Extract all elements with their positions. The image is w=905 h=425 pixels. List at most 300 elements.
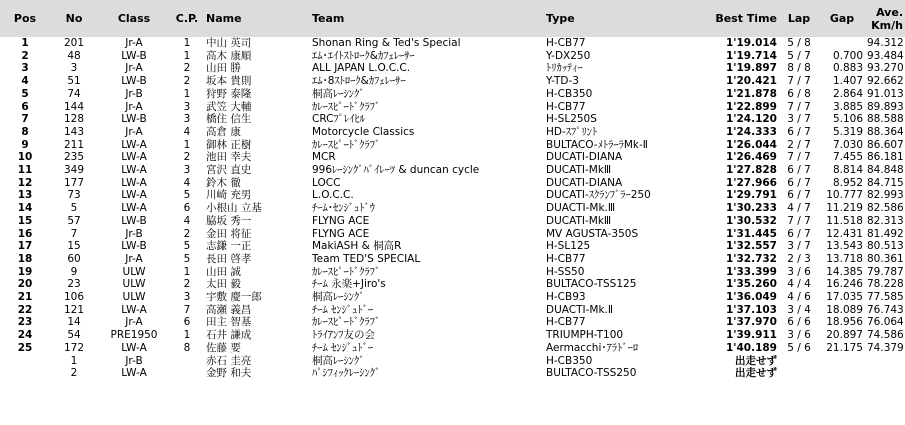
cell-cp: 1 <box>183 265 191 278</box>
cell-no: 1 <box>70 354 78 367</box>
cell-cp: 1 <box>183 87 191 100</box>
cell-ave: 94.312 <box>867 37 904 49</box>
cell-type: H-SL125 <box>546 240 591 253</box>
cell-cp: 3 <box>183 100 191 113</box>
table-row <box>0 202 905 215</box>
cell-best-time: 1'29.791 <box>725 189 777 202</box>
cell-ave: 81.492 <box>867 227 904 240</box>
cell-type: TRIUMPH-T100 <box>546 329 624 342</box>
cell-pos: 6 <box>21 100 29 113</box>
cell-lap: 6 / 7 <box>787 189 811 202</box>
cell-no: 201 <box>63 37 85 49</box>
cell-type: DUACTI-Mk.Ⅲ <box>546 202 616 215</box>
cell-best-time: 1'27.828 <box>725 164 777 177</box>
cell-type: H-CB93 <box>546 291 586 304</box>
cell-best-time: 1'32.732 <box>725 252 777 265</box>
cell-no: 60 <box>67 252 81 265</box>
cell-class: Jr-A <box>125 37 143 49</box>
cell-class: Jr-A <box>125 100 143 113</box>
ave-unit: Km/h <box>871 18 903 32</box>
cell-gap: 5.106 <box>832 113 863 126</box>
cell-pos: 9 <box>21 138 29 151</box>
cell-best-time: 1'32.557 <box>725 240 777 253</box>
cell-type: H-CB77 <box>546 252 586 265</box>
cell-type: BULTACO-TSS250 <box>546 367 637 380</box>
cell-gap: 16.246 <box>826 278 863 291</box>
cell-best-time: 1'20.421 <box>725 75 777 88</box>
cell-best-time: 1'39.911 <box>725 329 777 342</box>
cell-type: H-CB350 <box>546 87 593 100</box>
cell-type: H-CB77 <box>546 316 586 329</box>
cell-best-time: 1'37.970 <box>725 316 777 329</box>
cell-name: 中山 英司 <box>206 37 252 49</box>
cell-gap: 10.777 <box>826 189 863 202</box>
table-row <box>0 240 905 253</box>
cell-lap: 7 / 7 <box>787 214 811 227</box>
cell-pos: 22 <box>17 303 33 316</box>
cell-name: 山田 勝 <box>206 62 241 75</box>
cell-best-time: 1'27.966 <box>725 176 777 189</box>
cell-gap <box>819 355 865 368</box>
cell-no: 57 <box>67 214 81 227</box>
cell-lap: 8 / 8 <box>787 62 811 75</box>
cell-type: ﾄﾘｶｯﾃｨｰ <box>546 62 583 75</box>
cell-team: Motorcycle Classics <box>312 125 415 138</box>
cell-cp: 3 <box>183 113 191 126</box>
cell-class: LW-A <box>121 151 147 164</box>
table-row <box>0 50 905 63</box>
cell-gap: 0.883 <box>832 62 863 75</box>
cell-gap <box>819 367 865 380</box>
cell-best-time: 1'24.333 <box>725 125 777 138</box>
cell-class: LW-B <box>121 49 147 62</box>
cell-pos: 1 <box>21 37 29 49</box>
cell-team: ｶﾚｰｽﾋﾟｰﾄﾞｸﾗﾌﾞ <box>312 265 381 278</box>
cell-no: 349 <box>63 164 85 177</box>
cell-type: HD-ｽﾌﾟﾘﾝﾄ <box>546 125 598 138</box>
cell-type: BULTACO-ﾒﾄﾗｰﾗMk-Ⅱ <box>546 138 648 151</box>
cell-gap: 5.319 <box>832 125 863 138</box>
cell-cp: 2 <box>183 278 191 291</box>
cell-ave: 77.585 <box>867 291 904 304</box>
cell-class: LW-A <box>121 367 147 380</box>
cell-team: L.O.C.C. <box>312 189 354 202</box>
cell-type: DUCATI-DIANA <box>546 176 623 189</box>
cell-gap: 0.700 <box>832 49 863 62</box>
cell-ave: 84.848 <box>867 164 904 177</box>
cell-pos: 19 <box>17 265 33 278</box>
cell-ave: 86.181 <box>867 151 904 164</box>
cell-pos: 3 <box>21 62 29 75</box>
cell-name: 長田 啓孝 <box>206 252 252 265</box>
cell-ave: 74.379 <box>867 341 904 354</box>
cell-lap: 3 / 7 <box>787 240 811 253</box>
cell-team: 996ﾚｰｼﾝｸﾞﾊﾟｲﾚｰﾂ & duncan cycle <box>312 164 480 177</box>
cell-name: 志鎌 一正 <box>206 240 252 253</box>
cell-pos: 8 <box>21 125 29 138</box>
cell-gap: 8.952 <box>832 176 863 189</box>
cell-name: 池田 幸夫 <box>206 151 252 164</box>
cell-lap: 4 / 6 <box>787 291 811 304</box>
cell-name: 坂本 貴則 <box>206 75 252 88</box>
cell-class: Jr-A <box>125 62 143 75</box>
cell-pos <box>0 367 50 380</box>
cell-cp: 1 <box>183 329 191 342</box>
cell-best-time: 1'19.897 <box>725 62 777 75</box>
cell-best-time: 出走せず <box>735 354 777 367</box>
cell-lap: 2 / 3 <box>787 252 811 265</box>
cell-lap: 4 / 7 <box>787 202 811 215</box>
cell-cp: 1 <box>183 138 191 151</box>
cell-team: CRCﾌﾟﾚｲﾋﾙ <box>312 113 365 126</box>
table-row <box>0 101 905 114</box>
cell-lap: 5 / 6 <box>787 341 811 354</box>
cell-no: 3 <box>70 62 78 75</box>
col-header-cp: C.P. <box>170 0 204 37</box>
cell-name: 武笠 大輔 <box>206 100 252 113</box>
cell-name: 佐藤 要 <box>206 341 241 354</box>
cell-name: 太田 毅 <box>206 278 241 291</box>
cell-no: 9 <box>70 265 78 278</box>
cell-no: 235 <box>63 151 85 164</box>
cell-pos: 20 <box>17 278 33 291</box>
table-row <box>0 329 905 342</box>
table-row <box>0 189 905 202</box>
cell-name: 脇坂 秀一 <box>206 214 252 227</box>
cell-lap: 7 / 7 <box>787 100 811 113</box>
cell-type: DUCATI-ｽｸﾗﾝﾌﾞﾗｰ250 <box>546 189 651 202</box>
col-header-name: Name <box>204 0 310 37</box>
cell-no: 48 <box>67 49 81 62</box>
cell-cp: 4 <box>183 214 191 227</box>
cell-class: LW-A <box>121 303 147 316</box>
table-row <box>0 278 905 291</box>
cell-class: Jr-B <box>125 87 143 100</box>
cell-best-time: 1'19.714 <box>725 49 777 62</box>
cell-team: ALL JAPAN L.O.C.C. <box>312 62 411 75</box>
table-row <box>0 228 905 241</box>
cell-gap <box>819 37 865 50</box>
cell-best-time: 1'22.899 <box>725 100 777 113</box>
table-row <box>0 139 905 152</box>
cell-lap: 3 / 6 <box>787 329 811 342</box>
cell-no: 73 <box>67 189 81 202</box>
cell-best-time: 1'21.878 <box>725 87 777 100</box>
col-header-type: Type <box>544 0 694 37</box>
cell-pos: 11 <box>17 164 33 177</box>
cell-name: 御林 正樹 <box>206 138 252 151</box>
cell-name: 金田 将征 <box>206 227 252 240</box>
cell-lap <box>779 355 819 368</box>
cell-class: LW-A <box>121 176 147 189</box>
cell-ave: 91.013 <box>867 87 904 100</box>
cell-name: 赤石 圭亮 <box>206 354 252 367</box>
cell-best-time: 1'35.260 <box>725 278 777 291</box>
cell-team: FLYNG ACE <box>312 227 370 240</box>
cell-cp: 5 <box>183 240 191 253</box>
table-row <box>0 291 905 304</box>
cell-cp: 2 <box>183 227 191 240</box>
cell-gap: 11.219 <box>826 202 863 215</box>
cell-name: 鈴木 徹 <box>206 176 241 189</box>
cell-no: 2 <box>70 367 78 380</box>
cell-best-time: 1'40.189 <box>725 341 777 354</box>
cell-pos: 5 <box>21 87 29 100</box>
cell-team: ﾄﾗｲｱﾝﾌ友の会 <box>312 329 375 342</box>
cell-no: 54 <box>67 329 81 342</box>
cell-ave: 93.484 <box>867 49 904 62</box>
cell-no: 177 <box>63 176 85 189</box>
cell-ave: 93.270 <box>867 62 904 75</box>
cell-team: ｴﾑ･8ｽﾄﾛｰｸ&ｶﾌｪﾚｰｻｰ <box>312 75 406 88</box>
col-header-lap: Lap <box>779 0 819 37</box>
cell-lap: 7 / 7 <box>787 151 811 164</box>
table-row <box>0 151 905 164</box>
cell-lap: 3 / 4 <box>787 303 811 316</box>
cell-name: 宇敷 慶一郎 <box>206 291 262 304</box>
cell-type: H-CB77 <box>546 100 586 113</box>
table-row <box>0 62 905 75</box>
header-row <box>0 0 905 37</box>
cell-type: DUCATI-MkⅢ <box>546 214 612 227</box>
cell-cp: 1 <box>183 49 191 62</box>
cell-class: LW-A <box>121 138 147 151</box>
cell-gap: 20.897 <box>826 329 863 342</box>
cell-type: Aermacchi･ｱﾗﾄﾞｰﾛ <box>546 341 639 354</box>
cell-type: H-CB350 <box>546 354 593 367</box>
cell-best-time: 1'26.044 <box>725 138 777 151</box>
cell-lap: 6 / 6 <box>787 316 811 329</box>
cell-class: Jr-A <box>125 252 143 265</box>
cell-team: ﾁｰﾑ･ｾﾝｼﾞｭﾄﾞｳ <box>312 202 375 215</box>
cell-no: 172 <box>63 341 85 354</box>
cell-ave: 88.588 <box>867 113 904 126</box>
cell-lap: 6 / 7 <box>787 176 811 189</box>
table-row <box>0 164 905 177</box>
cell-team: 桐高ﾚｰｼﾝｸﾞ <box>312 87 365 100</box>
cell-pos: 2 <box>21 49 29 62</box>
cell-best-time: 1'36.049 <box>725 291 777 304</box>
cell-ave: 76.743 <box>867 303 904 316</box>
cell-ave <box>865 367 905 380</box>
cell-team: Shonan Ring & Ted's Special <box>312 37 461 49</box>
cell-lap: 7 / 7 <box>787 75 811 88</box>
cell-type: H-SS50 <box>546 265 585 278</box>
cell-pos: 4 <box>21 75 29 88</box>
table-row <box>0 215 905 228</box>
table-row <box>0 113 905 126</box>
cell-name: 金野 和夫 <box>206 367 252 380</box>
cell-no: 14 <box>67 316 81 329</box>
cell-type: Y-DX250 <box>546 49 591 62</box>
cell-ave: 78.228 <box>867 278 904 291</box>
cell-gap: 18.956 <box>826 316 863 329</box>
cell-ave <box>865 355 905 368</box>
cell-ave: 89.893 <box>867 100 904 113</box>
col-header-gap: Gap <box>819 0 865 37</box>
cell-ave: 92.662 <box>867 75 904 88</box>
cell-pos: 15 <box>17 214 33 227</box>
results-body <box>0 37 905 380</box>
cell-best-time: 1'30.532 <box>725 214 777 227</box>
cell-lap: 6 / 7 <box>787 164 811 177</box>
cell-lap <box>779 367 819 380</box>
cell-best-time: 1'19.014 <box>725 37 777 49</box>
cell-gap: 7.030 <box>832 138 863 151</box>
cell-no: 5 <box>70 202 78 215</box>
cell-pos: 13 <box>17 189 33 202</box>
cell-name: 橋住 信生 <box>206 113 252 126</box>
cell-type: DUACTI-Mk.Ⅱ <box>546 303 614 316</box>
cell-type: H-CB77 <box>546 37 586 49</box>
cell-ave: 88.364 <box>867 125 904 138</box>
cell-cp: 6 <box>183 316 191 329</box>
table-row <box>0 253 905 266</box>
cell-gap: 2.864 <box>832 87 863 100</box>
cell-ave: 80.361 <box>867 252 904 265</box>
cell-type: DUCATI-DIANA <box>546 151 623 164</box>
cell-best-time: 出走せず <box>735 367 777 380</box>
cell-team: ｴﾑ･ｴｲﾄｽﾄﾛｰｸ&ｶﾌｪﾚｰｻｰ <box>312 49 415 62</box>
cell-type: DUCATI-MkⅢ <box>546 164 612 177</box>
cell-lap: 6 / 7 <box>787 125 811 138</box>
cell-class: LW-B <box>121 214 147 227</box>
cell-cp <box>170 355 204 368</box>
cell-best-time: 1'33.399 <box>725 265 777 278</box>
cell-type: H-SL250S <box>546 113 597 126</box>
cell-gap: 11.518 <box>826 214 863 227</box>
cell-gap: 12.431 <box>826 227 863 240</box>
cell-pos: 25 <box>17 341 33 354</box>
cell-name: 宮沢 直史 <box>206 164 252 177</box>
cell-pos <box>0 355 50 368</box>
cell-team: 桐高ﾚｰｼﾝｸﾞ <box>312 291 365 304</box>
cell-lap: 6 / 7 <box>787 227 811 240</box>
cell-cp: 8 <box>183 341 191 354</box>
cell-ave: 86.607 <box>867 138 904 151</box>
cell-cp: 4 <box>183 125 191 138</box>
cell-no: 106 <box>63 291 85 304</box>
cell-ave: 82.993 <box>867 189 904 202</box>
cell-team: ﾊﾟｼﾌｨｯｸﾚｰｼﾝｸﾞ <box>312 367 381 380</box>
cell-cp: 5 <box>183 252 191 265</box>
cell-name: 川崎 充男 <box>206 189 252 202</box>
cell-class: Jr-A <box>125 125 143 138</box>
cell-team: ﾁｰﾑ ｾﾝｼﾞｭﾄﾞｰ <box>312 303 374 316</box>
cell-gap: 7.455 <box>832 151 863 164</box>
cell-lap: 4 / 4 <box>787 278 811 291</box>
cell-lap: 5 / 7 <box>787 49 811 62</box>
cell-pos: 7 <box>21 113 29 126</box>
cell-cp: 3 <box>183 291 191 304</box>
cell-team: ｶﾚｰｽﾋﾟｰﾄﾞｸﾗﾌﾞ <box>312 138 381 151</box>
cell-gap: 1.407 <box>832 75 863 88</box>
cell-gap: 8.814 <box>832 164 863 177</box>
cell-name: 高倉 康 <box>206 125 241 138</box>
cell-best-time: 1'37.103 <box>725 303 777 316</box>
cell-gap: 13.718 <box>826 252 863 265</box>
cell-team: 桐高ﾚｰｼﾝｸﾞ <box>312 354 365 367</box>
table-row <box>0 266 905 279</box>
col-header-ave <box>865 0 905 37</box>
cell-team: MCR <box>312 151 336 164</box>
cell-team: ｶﾚｰｽﾋﾟｰﾄﾞｸﾗﾌﾞ <box>312 100 381 113</box>
col-header-no: No <box>50 0 98 37</box>
cell-name: 小根山 立基 <box>206 202 262 215</box>
table-row <box>0 75 905 88</box>
cell-type: BULTACO-TSS125 <box>546 278 637 291</box>
cell-gap: 14.385 <box>826 265 863 278</box>
cell-pos: 24 <box>17 329 33 342</box>
cell-type: MV AGUSTA-350S <box>546 227 639 240</box>
table-row <box>0 367 905 380</box>
cell-pos: 21 <box>17 291 33 304</box>
cell-no: 144 <box>63 100 85 113</box>
cell-team: Team TED'S SPECIAL <box>312 252 421 265</box>
cell-no: 23 <box>67 278 81 291</box>
cell-class: LW-A <box>121 189 147 202</box>
table-row <box>0 177 905 190</box>
cell-lap: 3 / 6 <box>787 265 811 278</box>
cell-pos: 14 <box>17 202 33 215</box>
col-header-team: Team <box>310 0 544 37</box>
table-row <box>0 342 905 355</box>
cell-no: 211 <box>63 138 85 151</box>
cell-pos: 16 <box>17 227 33 240</box>
cell-ave: 84.715 <box>867 176 904 189</box>
cell-team: ﾁｰﾑ ｾﾝｼﾞｭﾄﾞｰ <box>312 341 374 354</box>
cell-best-time: 1'26.469 <box>725 151 777 164</box>
cell-pos: 10 <box>17 151 33 164</box>
cell-class: LW-A <box>121 164 147 177</box>
cell-type: Y-TD-3 <box>546 75 579 88</box>
cell-class: LW-B <box>121 75 147 88</box>
cell-name: 高瀬 義昌 <box>206 303 252 316</box>
cell-class: LW-A <box>121 341 147 354</box>
cell-class: Jr-B <box>125 227 143 240</box>
cell-pos: 12 <box>17 176 33 189</box>
cell-gap: 18.089 <box>826 303 863 316</box>
cell-lap: 5 / 8 <box>787 37 811 49</box>
cell-no: 51 <box>67 75 81 88</box>
cell-cp: 7 <box>183 303 191 316</box>
cell-lap: 2 / 7 <box>787 138 811 151</box>
cell-pos: 17 <box>17 240 33 253</box>
cell-name: 石井 謙成 <box>206 329 252 342</box>
cell-cp <box>170 367 204 380</box>
cell-gap: 17.035 <box>826 291 863 304</box>
cell-ave: 74.586 <box>867 329 904 342</box>
cell-team: ﾁｰﾑ 永楽+Jiro's <box>312 278 386 291</box>
cell-best-time: 1'30.233 <box>725 202 777 215</box>
cell-cp: 6 <box>183 202 191 215</box>
cell-no: 15 <box>67 240 81 253</box>
cell-best-time: 1'24.120 <box>725 113 777 126</box>
cell-class: ULW <box>122 291 146 304</box>
table-row <box>0 316 905 329</box>
cell-lap: 6 / 8 <box>787 87 811 100</box>
cell-no: 121 <box>63 303 85 316</box>
table-row <box>0 304 905 317</box>
cell-cp: 2 <box>183 151 191 164</box>
cell-team: LOCC <box>312 176 341 189</box>
cell-class: PRE1950 <box>110 329 158 342</box>
cell-no: 7 <box>70 227 78 240</box>
cell-cp: 4 <box>183 176 191 189</box>
col-header-pos: Pos <box>0 0 50 37</box>
cell-no: 143 <box>63 125 85 138</box>
cell-class: ULW <box>122 265 146 278</box>
